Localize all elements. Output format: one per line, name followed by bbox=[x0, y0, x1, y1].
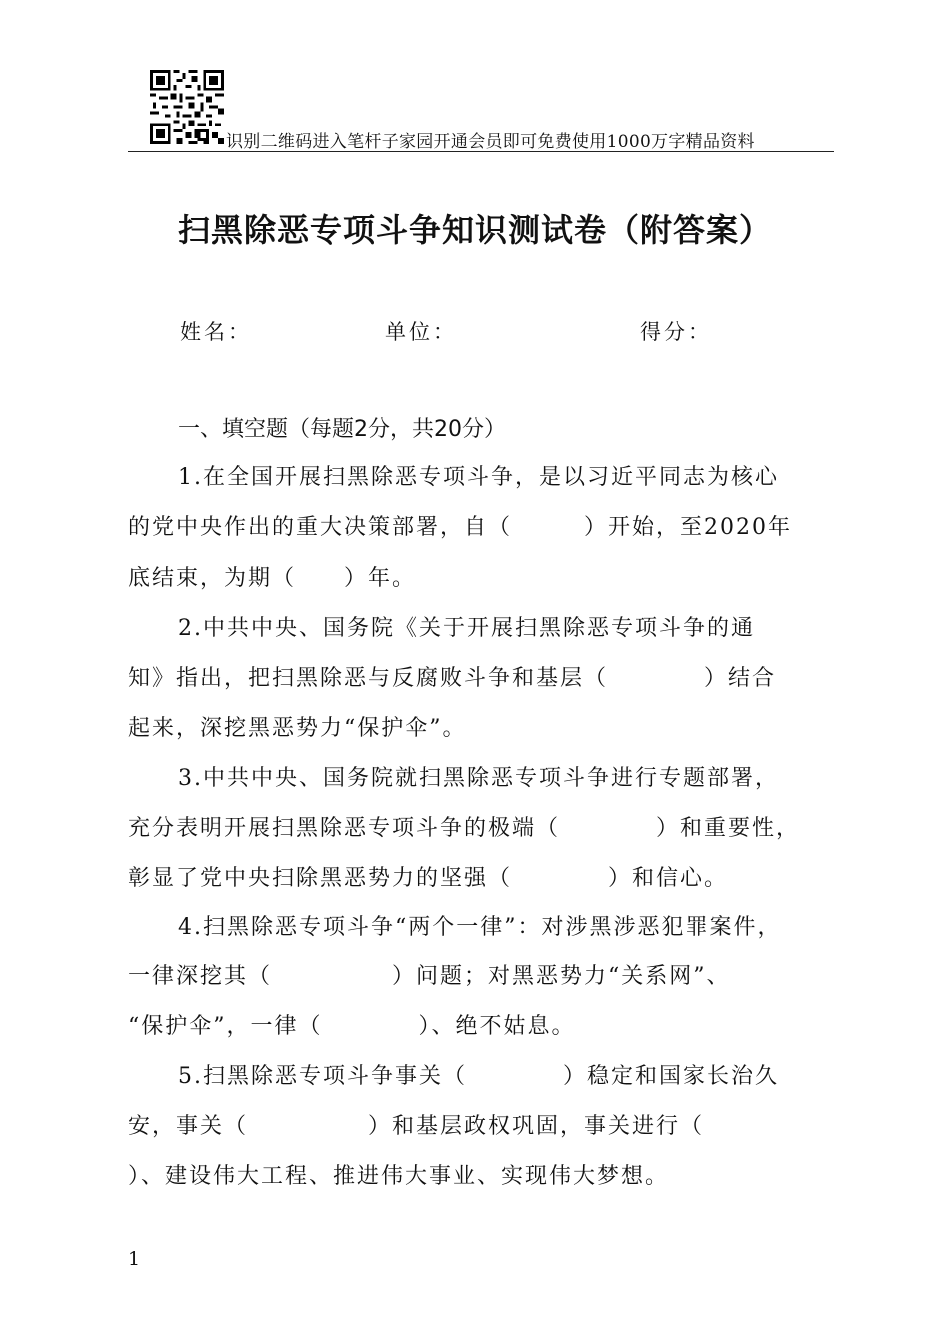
score-field-label: 得分： bbox=[640, 320, 712, 344]
header-promo-text: 识别二维码进入笔杆子家园开通会员即可免费使用1000万字精品资料 bbox=[226, 132, 755, 152]
question-line: 5.扫黑除恶专项斗争事关（ ）稳定和国家长治久 bbox=[178, 1064, 779, 1089]
question-line: 底结束，为期（ ）年。 bbox=[128, 566, 417, 591]
question-line: 知》指出，把扫黑除恶与反腐败斗争和基层（ ）结合 bbox=[128, 666, 777, 691]
question-line: 1.在全国开展扫黑除恶专项斗争，是以习近平同志为核心 bbox=[178, 465, 779, 490]
question-line: 4.扫黑除恶专项斗争“两个一律”：对涉黑涉恶犯罪案件， bbox=[178, 915, 782, 940]
question-line: 2.中共中央、国务院《关于开展扫黑除恶专项斗争的通 bbox=[178, 616, 755, 641]
section-heading: 一、填空题（每题2分，共20分） bbox=[178, 417, 506, 442]
question-line: 3.中共中央、国务院就扫黑除恶专项斗争进行专题部署， bbox=[178, 766, 779, 791]
question-line: “保护伞”，一律（ ）、绝不姑息。 bbox=[128, 1014, 576, 1039]
name-field-label: 姓名： bbox=[180, 320, 252, 344]
qr-code-icon bbox=[150, 70, 224, 144]
header-divider bbox=[128, 151, 834, 152]
question-line: 充分表明开展扫黑除恶专项斗争的极端（ ）和重要性， bbox=[128, 816, 801, 841]
question-line: 起来，深挖黑恶势力“保护伞”。 bbox=[128, 716, 467, 741]
question-line: 彰显了党中央扫除黑恶势力的坚强（ ）和信心。 bbox=[128, 866, 729, 891]
question-line: 安，事关（ ）和基层政权巩固，事关进行（ bbox=[128, 1114, 705, 1139]
unit-field-label: 单位： bbox=[385, 320, 457, 344]
question-line: 的党中央作出的重大决策部署，自（ ）开始，至2020年 bbox=[128, 515, 792, 540]
question-line: 一律深挖其（ ）问题；对黑恶势力“关系网”、 bbox=[128, 964, 731, 989]
page-header bbox=[128, 70, 834, 152]
page-number: 1 bbox=[128, 1248, 141, 1270]
document-title: 扫黑除恶专项斗争知识测试卷（附答案） bbox=[177, 211, 772, 249]
question-line: ）、建设伟大工程、推进伟大事业、实现伟大梦想。 bbox=[128, 1164, 670, 1189]
